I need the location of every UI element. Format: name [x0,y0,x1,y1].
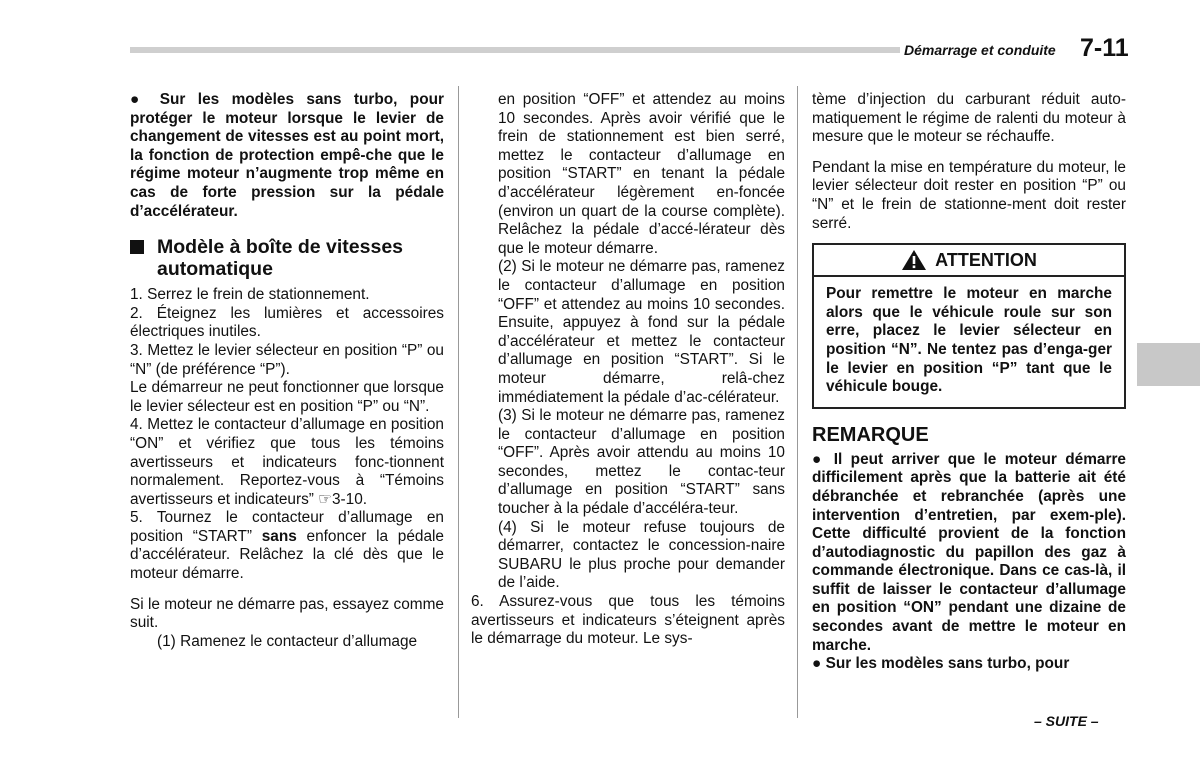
warmup-paragraph: Pendant la mise en température du moteur, le levier sélecteur doit rester en position “P” ou “N” et le frein de stationne-ment doit rester serré. [812,158,1126,232]
column-middle [471,91,785,649]
step-4: 4. Mettez le contacteur d’allumage en position “ON” et vérifiez que tous les témoins avertisseurs et indicateurs fonc-tionnent normalement. Reportez-vous à “Témoins avertisseurs et indicateurs” ☞3-10. [130,416,444,508]
black-square-icon [130,240,144,254]
attention-title-bar [812,243,1126,277]
section-heading [130,236,444,280]
attention-title: ATTENTION [935,249,1037,270]
no-start-intro: Si le moteur ne démarre pas, essayez comme suit. [130,595,444,632]
attention-body: Pour remettre le moteur en marche alors que le véhicule roule sur son erre, placez le levier sélecteur en position “N”. Ne tentez pas d’enga-ger le levier en position “P” tant que le véhicule bouge. [812,277,1126,409]
remarque-heading: REMARQUE [812,423,929,446]
column-divider [797,86,798,718]
step-3: 3. Mettez le levier sélecteur en position “P” ou “N” (de préférence “P”). [130,341,444,378]
injection-paragraph: tème d’injection du carburant réduit auto-matiquement le régime de ralenti du moteur à mesure que le moteur se réchauffe. [812,91,1126,146]
step-2: 2. Éteignez les lumières et accessoires électriques inutiles. [130,304,444,341]
section-heading-text: Modèle à boîte de vitesses automatique [157,236,404,281]
page-number: 7-11 [1080,34,1129,62]
remarque-item-2: ● Sur les modèles sans turbo, pour [812,655,1070,673]
continued-label: – SUITE – [1034,713,1099,729]
step-6: 6. Assurez-vous que tous les témoins avertisseurs et indicateurs s’éteignent après le démarrage du moteur. Le sys- [471,593,785,648]
sub-step-4: (4) Si le moteur refuse toujours de démarrer, contactez le concession-naire SUBARU le plus proche pour demander de l’aide. [498,518,785,592]
chapter-tab [1137,343,1200,386]
column-left [130,91,444,651]
remarque-item-1: ● Il peut arriver que le moteur démarre difficilement après que la batterie ait été débranchée et rebranchée (après une intervention d’entretien, par exem-ple). Cette difficulté provient de la fonction d’autodiagnostic du papillon des gaz à commande électronique. Dans ce cas-là, il suffit de laisser le contacteur d’allumage en position “ON” pendant une dizaine de secondes avant de mettre le moteur en marche. [812,450,1126,654]
warning-triangle-icon [901,249,927,271]
header-rule [130,47,900,53]
column-right [812,91,1126,674]
column-divider [458,86,459,718]
step-1: 1. Serrez le frein de stationnement. [130,286,370,304]
step-5: 5. Tournez le contacteur d’allumage en position “START” sans enfoncer la pédale d’accélérateur. Relâchez la clé dès que le moteur démarre. [130,509,444,583]
bullet-paragraph: ● Sur les modèles sans turbo, pour protéger le moteur lorsque le levier de changement de vitesses est au point mort, la fonction de protection empê-che que le régime moteur n’augmente trop même en cas de forte pression sur la pédale d’accélérateur. [130,91,444,220]
sub-step-1: (1) Ramenez le contacteur d’allumage [157,632,418,650]
sub-step-2: (2) Si le moteur ne démarre pas, ramenez le contacteur d’allumage en position “OFF” et attendez au moins 10 secondes. Ensuite, appuyez à fond sur la pédale d’accélérateur et mettez le contacteur d’allumage en position “START”. Si le moteur démarre, relâ-chez immédiatement la pédale d’ac-célérateur. [498,258,785,406]
sub-step-1-cont: en position “OFF” et attendez au moins 10 secondes. Après avoir vérifié que le frein de stationnement est bien serré, mettez le contacteur d’allumage en position “START” en tenant la pédale d’accélérateur légèrement en-foncée (environ un quart de la course complète). Relâchez la pédale d’accé-lérateur dès que le moteur démarre. [498,91,785,257]
starter-note: Le démarreur ne peut fonctionner que lorsque le levier sélecteur est en position “P” ou “N”. [130,379,444,415]
section-title: Démarrage et conduite [904,42,1056,58]
sub-step-3: (3) Si le moteur ne démarre pas, ramenez le contacteur d’allumage en position “OFF”. Après avoir attendu au moins 10 secondes, mettez le contac-teur d’allumage en position “START” sans toucher à la pédale d’accéléra-teur. [498,407,785,518]
